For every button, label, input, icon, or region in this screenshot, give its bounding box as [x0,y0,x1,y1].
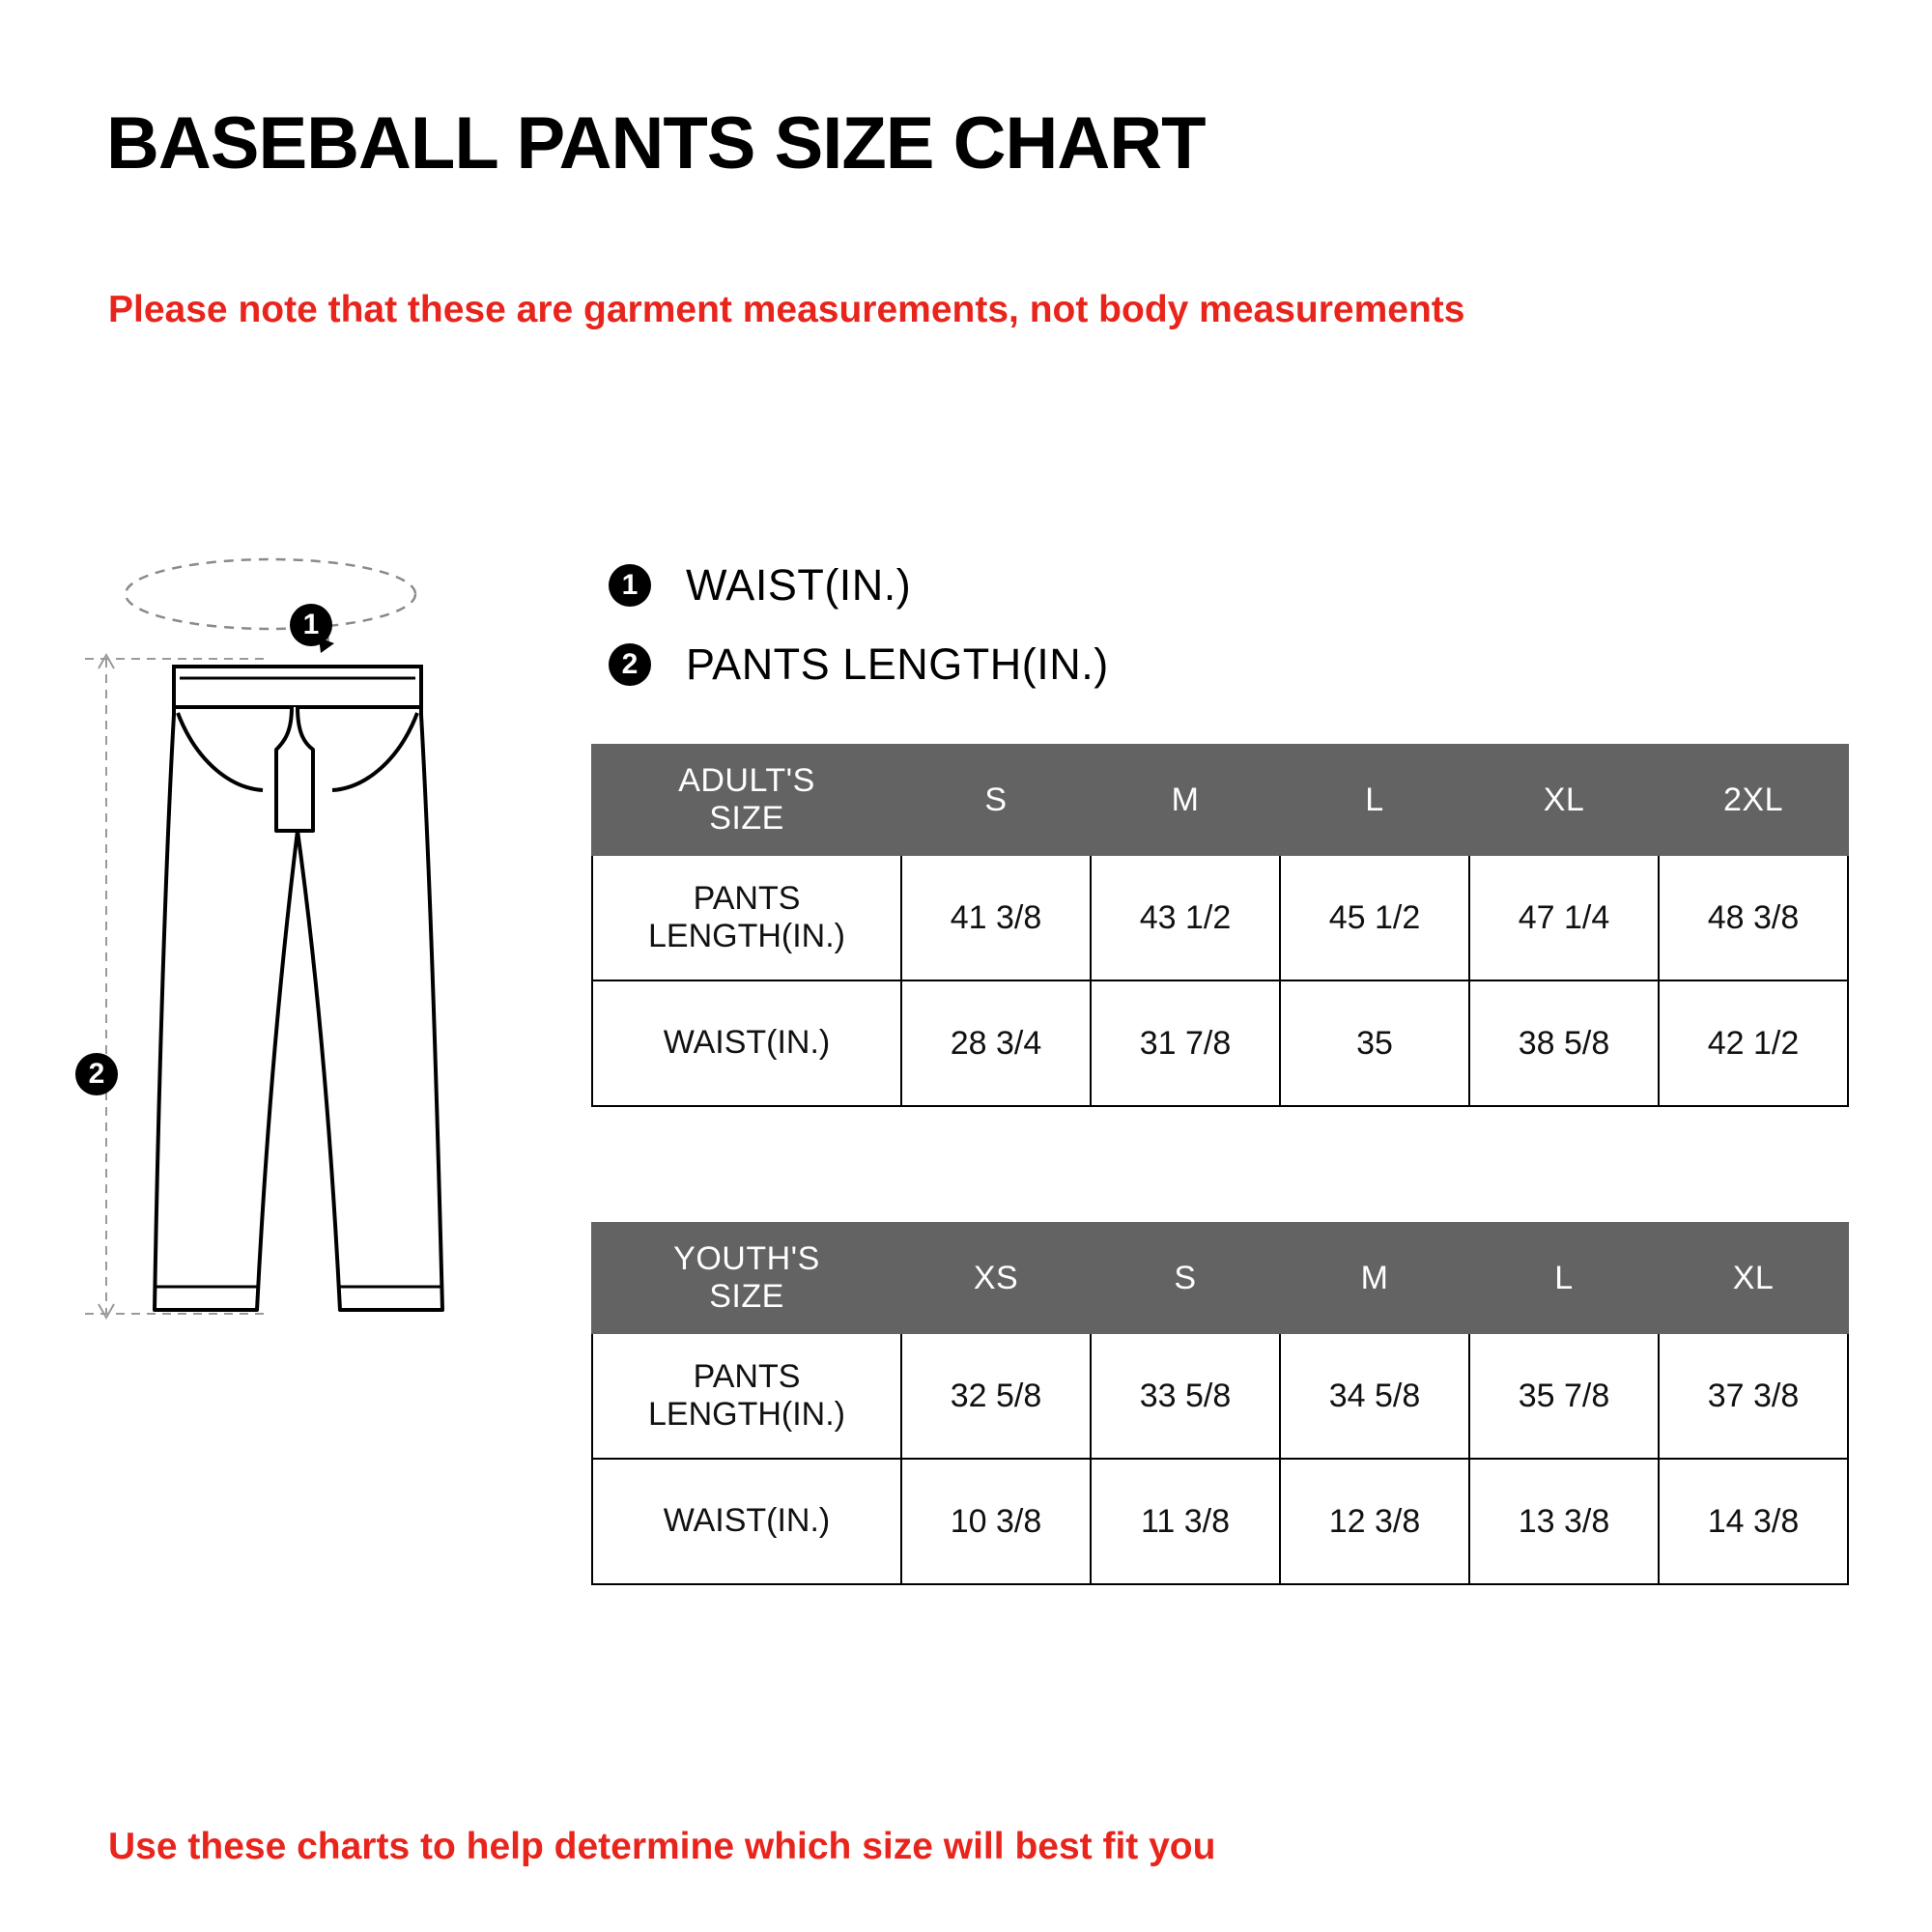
adult-col-header-2xl: 2XL [1659,745,1848,855]
table-header-row [592,1223,1848,1333]
youth-length-xs: 32 5/8 [901,1333,1091,1459]
youth-size-table [591,1222,1849,1585]
page-title: BASEBALL PANTS SIZE CHART [106,102,1206,185]
adult-size-corner-header [592,745,901,855]
legend-label-pants-length: PANTS LENGTH(IN.) [686,639,1109,689]
adult-waist-2xl: 42 1/2 [1659,980,1848,1106]
number-one-badge-icon: 1 [609,564,651,607]
youth-length-xl: 37 3/8 [1659,1333,1848,1459]
table-header-row [592,745,1848,855]
adult-col-header-l: L [1280,745,1469,855]
legend-item-waist [609,546,1109,625]
pants-illustration-icon [77,541,580,1343]
youth-col-header-xs: XS [901,1223,1091,1333]
legend-item-pants-length [609,625,1109,704]
youth-corner-line-1: YOUTH'S [673,1239,820,1277]
diagram-waist-marker: 1 [290,604,332,646]
adult-corner-line-1: ADULT'S [678,761,815,799]
footer-help-note: Use these charts to help determine which size will best fit you [108,1826,1216,1867]
table-row [592,855,1848,980]
pants-diagram [77,541,580,1343]
youth-length-s: 33 5/8 [1091,1333,1280,1459]
adult-length-m: 43 1/2 [1091,855,1280,980]
legend-label-waist: WAIST(IN.) [686,560,912,610]
youth-corner-line-2: SIZE [709,1278,784,1315]
youth-col-header-xl: XL [1659,1223,1848,1333]
youth-waist-m: 12 3/8 [1280,1459,1469,1584]
youth-col-header-s: S [1091,1223,1280,1333]
adult-row-header-waist: WAIST(IN.) [592,980,901,1106]
youth-waist-xl: 14 3/8 [1659,1459,1848,1584]
adult-row-header-pants-length [592,855,901,980]
garment-measurement-note: Please note that these are garment measurements, not body measurements [108,289,1465,330]
adult-waist-s: 28 3/4 [901,980,1091,1106]
youth-waist-s: 11 3/8 [1091,1459,1280,1584]
adult-size-table [591,744,1849,1107]
adult-length-s: 41 3/8 [901,855,1091,980]
youth-length-m: 34 5/8 [1280,1333,1469,1459]
adult-row0-line-1: PANTS [693,879,801,917]
youth-length-l: 35 7/8 [1469,1333,1659,1459]
number-two-badge-icon: 2 [609,643,651,686]
adult-col-header-s: S [901,745,1091,855]
table-row [592,1459,1848,1584]
youth-row0-line-2: LENGTH(IN.) [648,1396,845,1433]
adult-row0-line-2: LENGTH(IN.) [648,918,845,954]
adult-corner-line-2: SIZE [709,800,784,837]
youth-row-header-waist: WAIST(IN.) [592,1459,901,1584]
diagram-length-marker: 2 [75,1053,118,1095]
youth-waist-l: 13 3/8 [1469,1459,1659,1584]
adult-col-header-xl: XL [1469,745,1659,855]
youth-row-header-pants-length [592,1333,901,1459]
adult-waist-l: 35 [1280,980,1469,1106]
adult-length-2xl: 48 3/8 [1659,855,1848,980]
youth-col-header-m: M [1280,1223,1469,1333]
youth-row0-line-1: PANTS [693,1357,801,1395]
table-row [592,1333,1848,1459]
table-row [592,980,1848,1106]
adult-length-xl: 47 1/4 [1469,855,1659,980]
measurement-legend [609,546,1109,704]
adult-length-l: 45 1/2 [1280,855,1469,980]
adult-col-header-m: M [1091,745,1280,855]
youth-size-corner-header [592,1223,901,1333]
youth-waist-xs: 10 3/8 [901,1459,1091,1584]
adult-waist-xl: 38 5/8 [1469,980,1659,1106]
adult-waist-m: 31 7/8 [1091,980,1280,1106]
youth-col-header-l: L [1469,1223,1659,1333]
